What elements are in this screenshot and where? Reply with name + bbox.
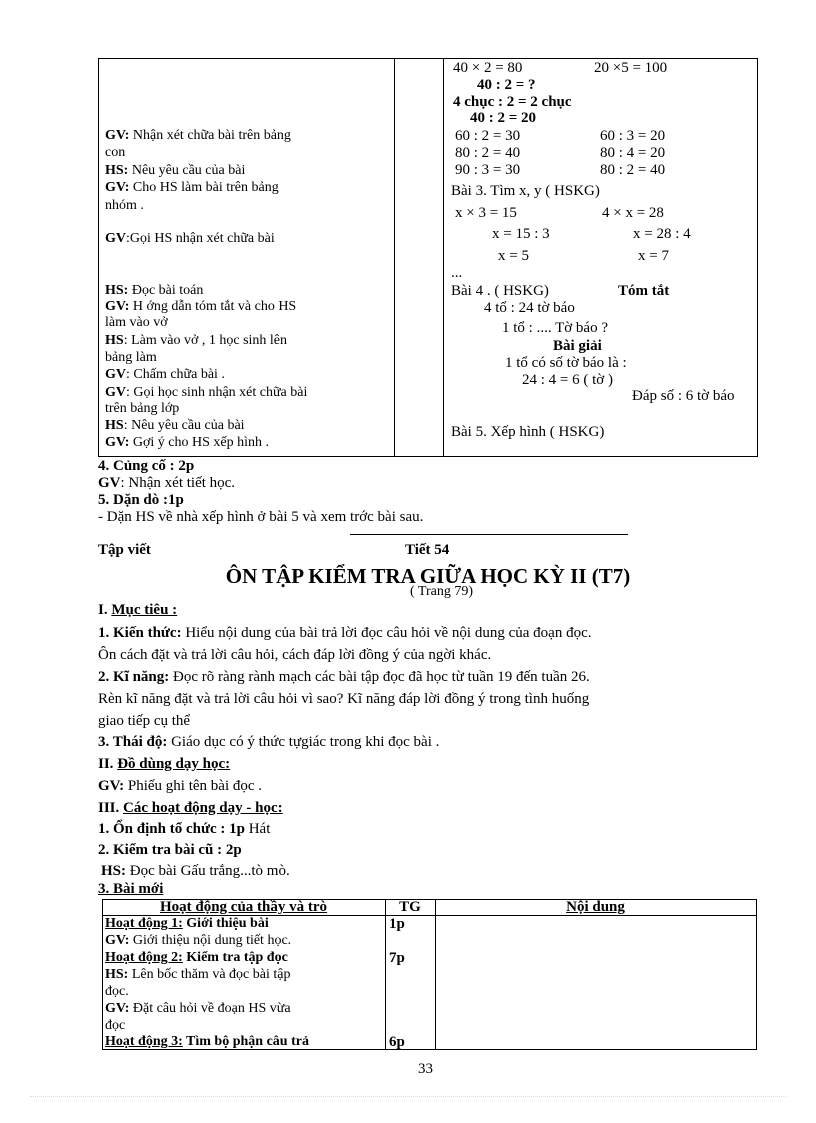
ktbc-hs: HS: Đọc bài Gấu trắng...tò mò. — [101, 863, 290, 879]
calc-40div2-result: 40 : 2 = 20 — [470, 110, 537, 126]
tomtat-line-1: 4 tổ : 24 tờ báo — [484, 300, 575, 316]
table-row: GV: Giới thiệu nội dung tiết học. — [105, 933, 292, 948]
lesson-subtitle: ( Trang 79) — [410, 584, 474, 599]
table-row: Hoạt động 2: Kiểm tra tập đọc — [105, 950, 288, 965]
calc-g4: 80 : 4 = 20 — [600, 145, 666, 161]
table-row: HS: Lên bốc thăm và đọc bài tập — [105, 967, 291, 982]
answer-line: Đáp số : 6 tờ báo — [632, 388, 735, 404]
lesson-title: ÔN TẬP KIỂM TRA GIỮA HỌC KỲ II (T7) — [225, 564, 631, 588]
top-left-line-14: trên bảng lớp — [105, 401, 180, 416]
tom-tat-label: Tóm tắt — [618, 283, 670, 299]
top-left-line-15: HS: Nêu yêu cầu của bài — [105, 418, 245, 433]
top-left-line-2: con — [105, 145, 126, 160]
calc-g2: 60 : 3 = 20 — [600, 128, 666, 144]
cung-co-heading: 4. Củng cố : 2p — [98, 458, 195, 474]
col-header-activity: Hoạt động của thầy và trò — [159, 899, 328, 915]
ktbc-heading: 2. Kiểm tra bài cũ : 2p — [98, 842, 242, 858]
dan-do-text: - Dặn HS về nhà xếp hình ở bài 5 và xem trớc bài sau. — [98, 509, 424, 525]
solution-line-2: 24 : 4 = 6 ( tờ ) — [522, 372, 613, 388]
eq-x-5: x = 5 — [498, 248, 529, 264]
table-row: Hoạt động 1: Giới thiệu bài — [105, 916, 269, 931]
calc-40div2-question: 40 : 2 = ? — [477, 77, 536, 93]
calc-4chuc: 4 chục : 2 = 2 chục — [453, 94, 572, 110]
tomtat-line-2: 1 tổ : .... Tờ báo ? — [502, 320, 608, 336]
top-left-line-9: làm vào vở — [105, 315, 168, 330]
top-left-line-10: HS: Làm vào vở , 1 học sinh lên — [105, 333, 288, 348]
section-divider — [350, 534, 628, 535]
eq-x-15div3: x = 15 : 3 — [492, 226, 550, 242]
tg-cell: 1p — [389, 916, 405, 932]
page-number: 33 — [418, 1061, 433, 1077]
calc-g6: 80 : 2 = 40 — [600, 162, 666, 178]
bai3-heading: Bài 3. Tìm x, y ( HSKG) — [451, 183, 600, 199]
activities-heading: III. Các hoạt động dạy - học: — [98, 800, 283, 816]
eq-x-28div4: x = 28 : 4 — [633, 226, 691, 242]
calc-40x2: 40 × 2 = 80 — [453, 60, 523, 76]
calc-g5: 90 : 3 = 30 — [455, 162, 521, 178]
top-left-line-8: GV: H ớng dẫn tóm tắt và cho HS — [105, 299, 297, 314]
bai-giai-label: Bài giải — [553, 338, 602, 354]
top-left-line-16: GV: Gợi ý cho HS xếp hình . — [105, 435, 270, 450]
table-row: đọc — [105, 1018, 126, 1033]
top-left-line-5: nhóm . — [105, 198, 144, 213]
top-left-line-6: GV:Gọi HS nhận xét chữa bài — [105, 231, 275, 246]
tg-cell: 7p — [389, 950, 405, 966]
table-row: GV: Đặt câu hỏi về đoạn HS vừa — [105, 1001, 291, 1016]
solution-line-1: 1 tổ có số tờ báo là : — [505, 355, 627, 371]
objectives-heading: I. Mục tiêu : — [98, 602, 178, 618]
knowledge-paragraph: 1. Kiến thức: Hiểu nội dung của bài trả lời đọc câu hỏi về nội dung của đoạn đọc. Ôn cách đặt và trả lời câu hỏi, cách đáp lời đồng ý của ngời khác. — [98, 625, 592, 663]
attitude-line: 3. Thái độ: Giáo dục có ý thức tựgiác trong khi đọc bài . — [98, 734, 440, 750]
top-left-line-13: GV: Gọi học sinh nhận xét chữa bài — [105, 385, 308, 400]
top-left-line-4: GV: Cho HS làm bài trên bảng — [105, 180, 279, 195]
bai-moi-heading: 3. Bài mới — [98, 881, 164, 897]
eq-x-7: x = 7 — [638, 248, 669, 264]
top-left-line-11: bảng làm — [105, 350, 157, 365]
table-row: Hoạt động 3: Tìm bộ phận câu trả — [105, 1034, 309, 1049]
cung-co-gv: GV: Nhận xét tiết học. — [98, 475, 236, 491]
materials-heading: II. Đồ dùng dạy học: — [98, 756, 231, 772]
top-left-line-3: HS: Nêu yêu cầu của bài — [105, 163, 246, 178]
eq-4-times-x: 4 × x = 28 — [602, 205, 664, 221]
subject-label: Tập viết — [98, 542, 151, 558]
calc-g3: 80 : 2 = 40 — [455, 145, 521, 161]
skills-paragraph: 2. Kĩ năng: Đọc rõ ràng rành mạch các bài tập đọc đã học từ tuần 19 đến tuần 26. Rèn kĩ năng đặt và trả lời câu hỏi vì sao? Kĩ năng đáp lời đồng ý trong tình huống giao tiếp cụ thể — [98, 669, 590, 729]
period-label: Tiết 54 — [405, 542, 450, 558]
bai5-heading: Bài 5. Xếp hình ( HSKG) — [451, 424, 605, 440]
materials-gv: GV: Phiếu ghi tên bài đọc . — [98, 778, 263, 794]
top-left-line-1: GV: Nhận xét chữa bài trên bảng — [105, 128, 291, 143]
dan-do-heading: 5. Dặn dò :1p — [98, 492, 184, 508]
calc-20x5: 20 ×5 = 100 — [594, 60, 668, 76]
on-dinh-line: 1. Ổn định tổ chức : 1p Hát — [98, 821, 271, 837]
page-edge — [30, 1096, 786, 1097]
col-header-content: Nội dung — [566, 899, 625, 915]
top-left-line-7: HS: Đọc bài toán — [105, 283, 204, 298]
tg-cell: 6p — [389, 1034, 405, 1050]
bai4-heading: Bài 4 . ( HSKG) — [451, 283, 549, 299]
col-header-tg: TG — [399, 899, 421, 915]
top-left-line-12: GV: Chấm chữa bài . — [105, 367, 225, 382]
ellipsis: ... — [451, 265, 463, 281]
table-row: đọc. — [105, 984, 129, 999]
eq-x-times-3: x × 3 = 15 — [455, 205, 517, 221]
calc-g1: 60 : 2 = 30 — [455, 128, 521, 144]
